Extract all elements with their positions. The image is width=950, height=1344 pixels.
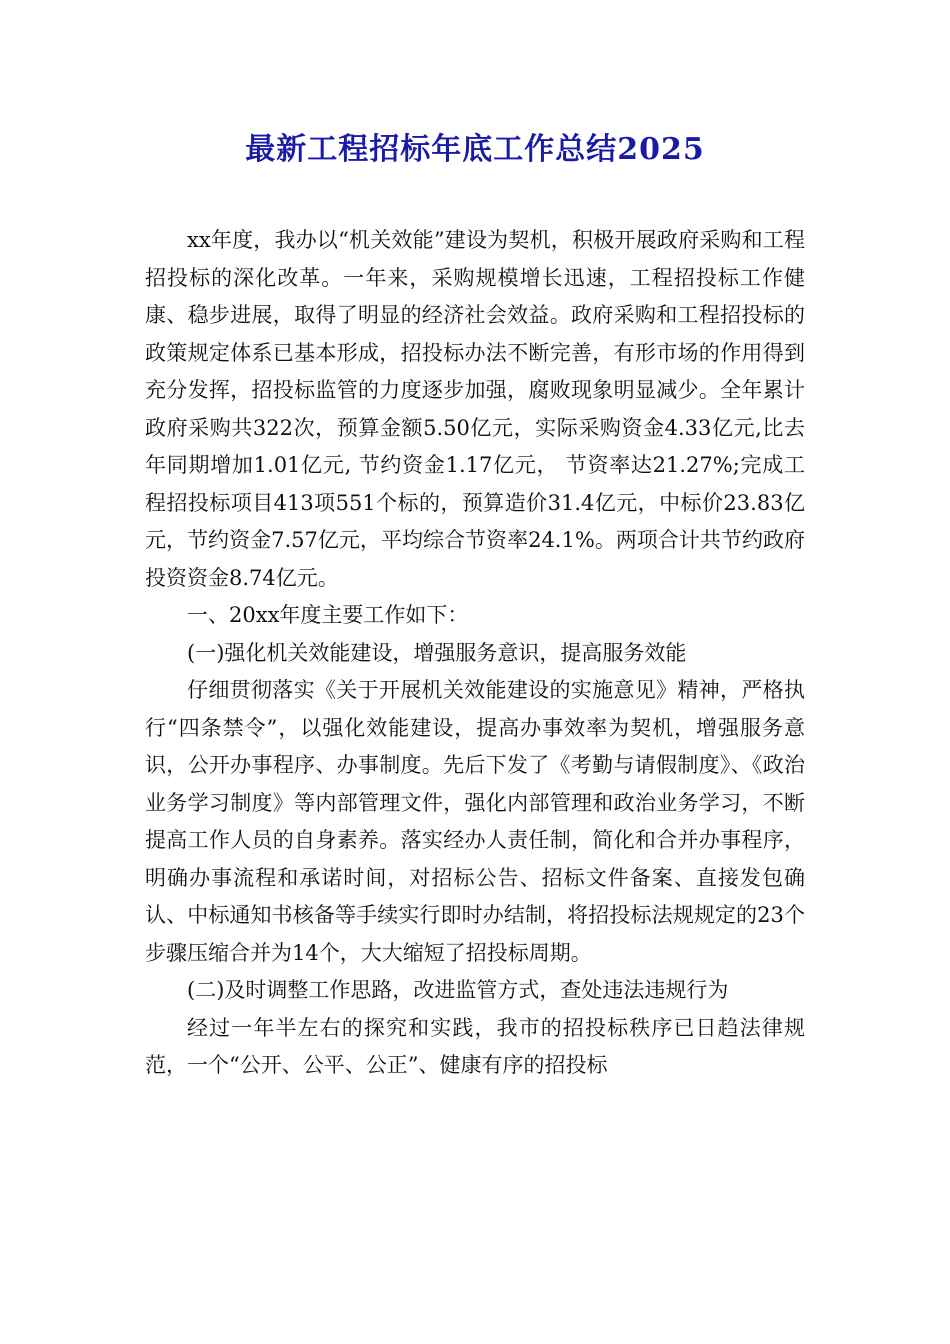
subsection-heading-2: (二)及时调整工作思路，改进监管方式，查处违法违规行为 [187,978,729,1002]
paragraph-efficiency: 仔细贯彻落实《关于开展机关效能建设的实施意见》精神，严格执行“四条禁令”，以强化效能建设，提高办事效率为契机，增强服务意识，公开办事程序、办事制度。先后下发了《考勤与请假制度》、《政治业务学习制度》等内部管理文件，强化内部管理和政治业务学习，不断提高工作人员的自身素养。落实经办人责任制，简化和合并办事程序，明确办事流程和承诺时间，对招标公告、招标文件备案、直接发包确认、中标通知书核备等手续实行即时办结制，将招投标法规规定的23个步骤压缩合并为14个，大大缩短了招投标周期。 [145,678,805,965]
document-title: 最新工程招标年底工作总结2025 [245,132,705,167]
document-body [145,222,805,1085]
section-heading-main-work: 一、20xx年度主要工作如下： [187,603,469,627]
paragraph-intro: xx年度，我办以“机关效能”建设为契机，积极开展政府采购和工程招投标的深化改革。一年来，采购规模增长迅速，工程招投标工作健康、稳步进展，取得了明显的经济社会效益。政府采购和工程招投标的政策规定体系已基本形成，招投标办法不断完善，有形市场的作用得到充分发挥，招投标监管的力度逐步加强，腐败现象明显减少。全年累计政府采购共322次，预算金额5.50亿元，实际采购资金4.33亿元,比去年同期增加1.01亿元, 节约资金1.17亿元， 节资率达21.27%;完成工程招投标项目413项551个标的，预算造价31.4亿元，中标价23.83亿元，节约资金7.57亿元，平均综合节资率24.1%。两项合计共节约政府投资资金8.74亿元。 [145,228,806,590]
paragraph-practice: 经过一年半左右的探究和实践，我市的招投标秩序已日趋法律规范，一个“公开、公平、公正”、健康有序的招投标 [145,1015,805,1077]
subsection-heading-1: (一)强化机关效能建设，增强服务意识，提高服务效能 [187,640,687,665]
